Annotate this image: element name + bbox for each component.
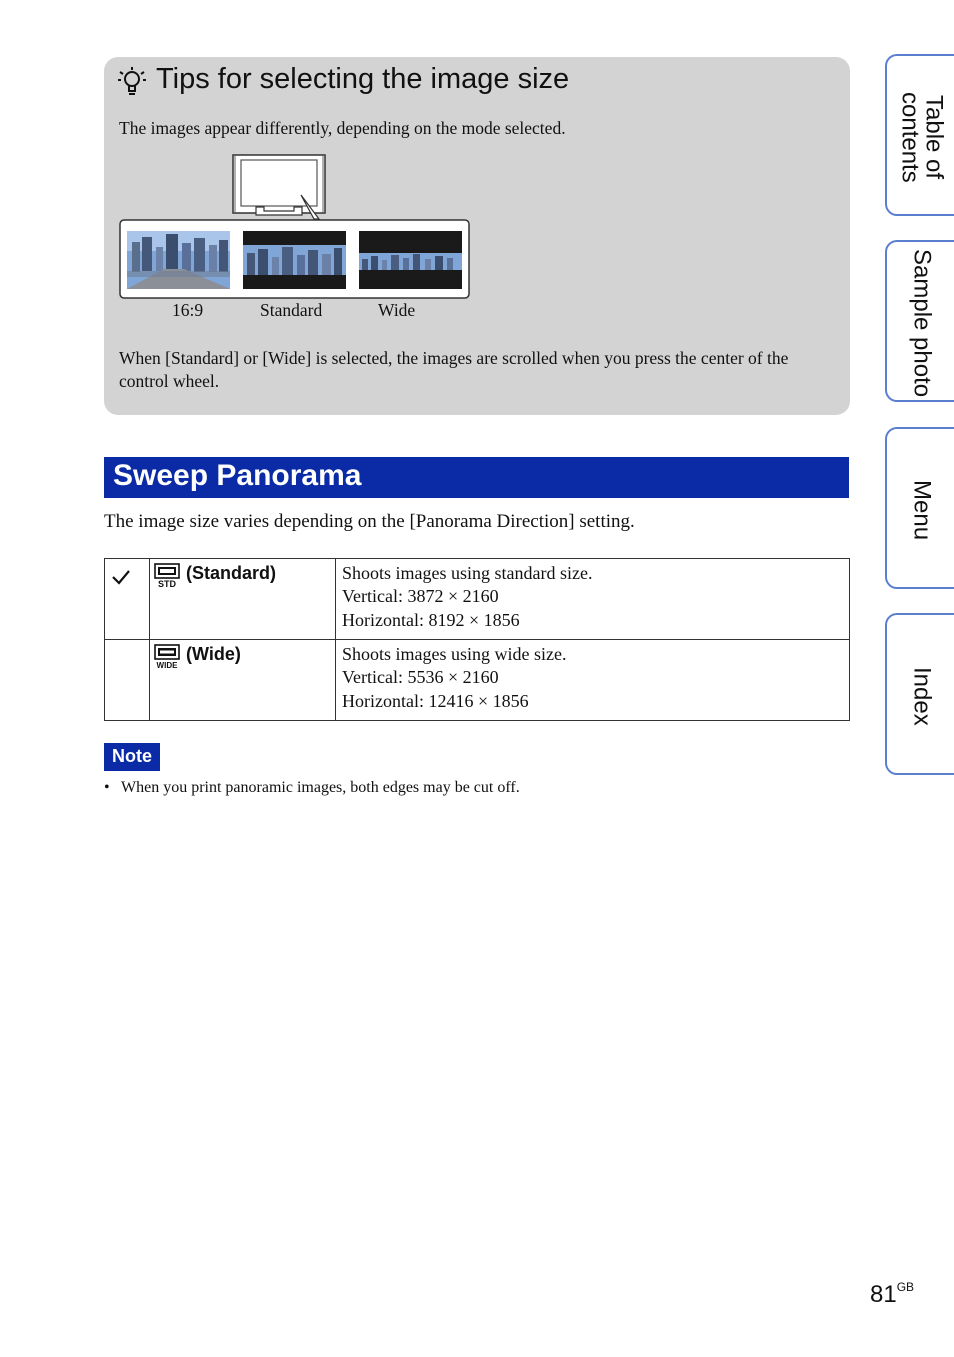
image-standard	[243, 231, 346, 289]
check-icon	[111, 567, 131, 587]
tv-monitor-icon	[233, 155, 325, 219]
image-16-9	[127, 231, 230, 289]
tab-sample-photo[interactable]	[885, 240, 954, 402]
settings-table	[104, 558, 850, 721]
bullet: •	[104, 779, 110, 796]
table-row	[105, 640, 850, 721]
tab-table-of-contents[interactable]	[885, 54, 954, 216]
image-size-illustration	[104, 57, 484, 302]
tips-intro: The images appear differently, depending on the mode selected.	[119, 118, 566, 138]
description-cell	[336, 640, 850, 721]
description-line: Horizontal: 8192 × 1856	[342, 609, 520, 630]
description-line: Horizontal: 12416 × 1856	[342, 690, 529, 711]
panorama-standard-icon	[154, 563, 180, 589]
tab-label: Table of contents	[896, 91, 948, 183]
section-intro: The image size varies depending on the [Panorama Direction] setting.	[104, 511, 635, 532]
tab-label: Index	[908, 666, 936, 726]
label-16-9: 16:9	[172, 300, 204, 320]
mode-cell	[150, 640, 336, 721]
tips-box	[104, 57, 850, 415]
description-cell	[336, 559, 850, 640]
image-wide	[359, 231, 462, 289]
default-indicator-cell	[105, 559, 150, 640]
mode-label: (Standard)	[186, 563, 276, 583]
label-standard: Standard	[260, 300, 323, 320]
note-badge: Note	[104, 743, 160, 771]
page-number: $81^{GB}$	[870, 1280, 915, 1308]
tips-body: When [Standard] or [Wide] is selected, the images are scrolled when you press the center of the control wheel.	[119, 348, 789, 391]
note-item	[104, 779, 520, 797]
tab-menu[interactable]	[885, 427, 954, 589]
svg-text:WIDE: WIDE	[156, 661, 178, 670]
description-line: Shoots images using wide size.	[342, 644, 567, 664]
description-line: Vertical: 3872 × 2160	[342, 586, 499, 607]
tab-label: Menu	[908, 479, 936, 541]
tab-label: Sample photo	[908, 248, 936, 398]
section-header	[104, 457, 849, 498]
description-line: Shoots images using standard size.	[342, 563, 593, 583]
tab-index[interactable]	[885, 613, 954, 775]
label-wide: Wide	[378, 300, 416, 320]
tips-title: Tips for selecting the image size	[156, 63, 570, 95]
svg-text:STD: STD	[158, 579, 176, 589]
page-suffix: GB	[896, 1280, 915, 1294]
default-indicator-cell	[105, 640, 150, 721]
table-row	[105, 559, 850, 640]
panorama-wide-icon	[154, 644, 180, 670]
mode-label: (Wide)	[186, 644, 241, 664]
note-text: When you print panoramic images, both edges may be cut off.	[121, 779, 520, 796]
section-title: Sweep Panorama	[113, 459, 362, 492]
description-line: Vertical: 5536 × 2160	[342, 667, 499, 688]
mode-cell	[150, 559, 336, 640]
